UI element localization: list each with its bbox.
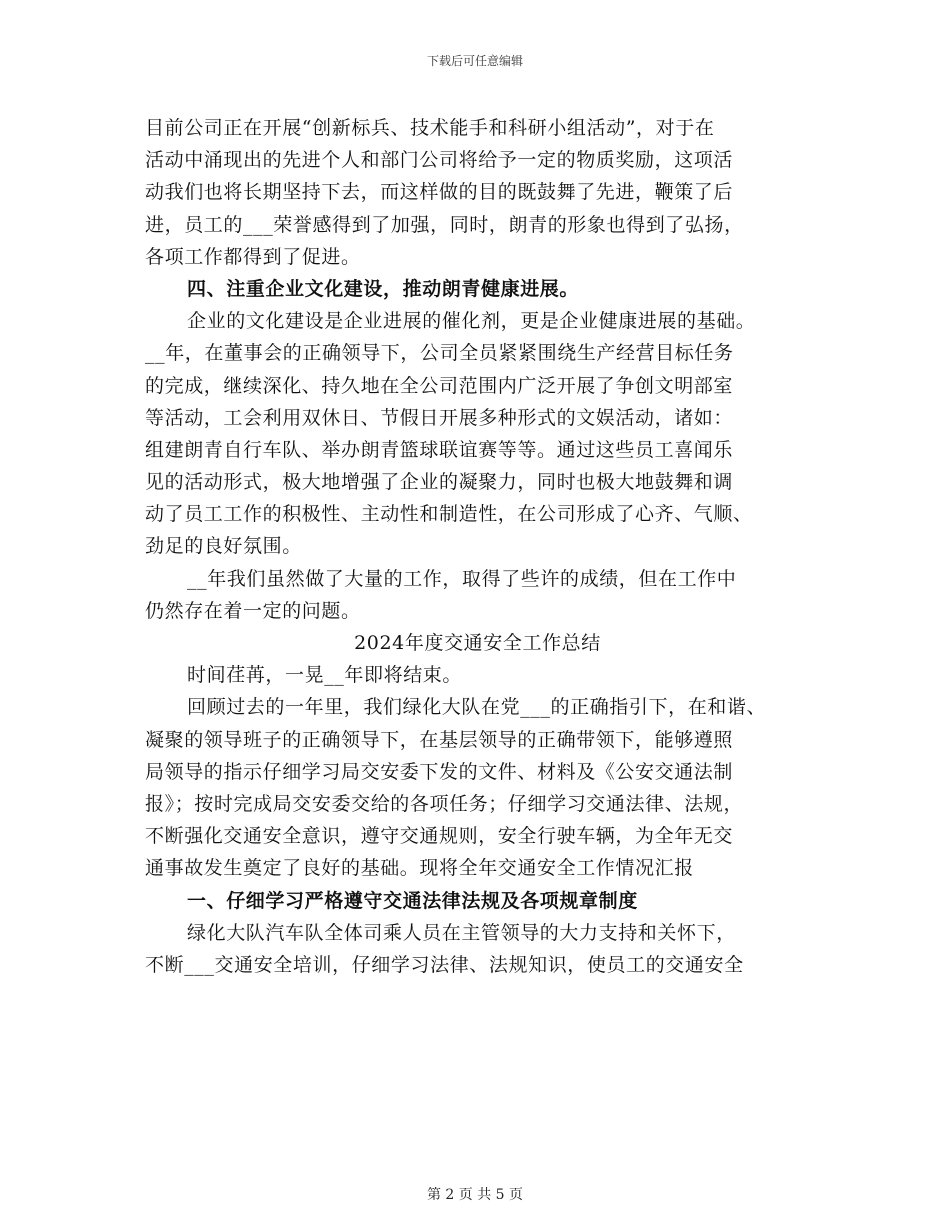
text-line: 四、注重企业文化建设，推动朗青健康进展。	[187, 277, 580, 300]
text-line: 目前公司正在开展“创新标兵、技术能手和科研小组活动”，对于在	[145, 117, 715, 139]
text-line: 企业的文化建设是企业进展的催化剂，更是企业健康进展的基础。	[187, 310, 756, 333]
text-line: 通事故发生奠定了良好的基础。现将全年交通安全工作情况汇报	[145, 857, 694, 880]
text-line: 一、仔细学习严格遵守交通法律法规及各项规章制度	[187, 889, 638, 912]
text-line: 活动中涌现出的先进个人和部门公司将给予一定的物质奖励，这项活	[145, 149, 734, 172]
text-line: 不断强化交通安全意识，遵守交通规则，安全行驶车辆，为全年无交	[145, 825, 734, 848]
page-footer: 第 2 页 共 5 页	[426, 1187, 524, 1203]
text-line: 进，员工的___荣誉感得到了加强，同时，朗青的形象也得到了弘扬，	[145, 213, 744, 236]
text-line: 局领导的指示仔细学习局交安委下发的文件、材料及《公安交通法制	[145, 760, 734, 783]
text-line: 报》；按时完成局交安委交给的各项任务；仔细学习交通法律、法规，	[145, 792, 744, 815]
text-line: 见的活动形式，极大地增强了企业的凝聚力，同时也极大地鼓舞和调	[145, 471, 734, 494]
document-body	[145, 112, 810, 981]
text-line: 2024年度交通安全工作总结	[354, 632, 601, 654]
text-line: 各项工作都得到了促进。	[145, 245, 361, 268]
text-line: 不断___交通安全培训，仔细学习法律、法规知识，使员工的交通安全	[145, 953, 744, 976]
text-line: 的完成，继续深化、持久地在全公司范围内广泛开展了争创文明部室	[145, 374, 734, 397]
text-line: 时间荏苒，一晃__年即将结束。	[187, 664, 463, 687]
text-line: 等活动，工会利用双休日、节假日开展多种形式的文娱活动，诸如：	[145, 406, 734, 429]
text-line: __年，在董事会的正确领导下，公司全员紧紧围绕生产经营目标任务	[145, 342, 734, 365]
text-line: 凝聚的领导班子的正确领导下，在基层领导的正确带领下，能够遵照	[145, 728, 734, 751]
page-header: 下载后可任意编辑	[426, 54, 523, 68]
text-line: 回顾过去的一年里，我们绿化大队在党___的正确指引下，在和谐、	[187, 696, 767, 719]
text-line: 动我们也将长期坚持下去，而这样做的目的既鼓舞了先进，鞭策了后	[145, 181, 734, 204]
text-line: __年我们虽然做了大量的工作，取得了些许的成绩，但在工作中	[187, 567, 737, 590]
text-line: 仍然存在着一定的问题。	[145, 599, 361, 622]
text-line: 动了员工工作的积极性、主动性和制造性，在公司形成了心齐、气顺、	[145, 503, 753, 526]
text-line: 绿化大队汽车队全体司乘人员在主管领导的大力支持和关怀下，	[187, 921, 736, 944]
text-line: 劲足的良好氛围。	[145, 535, 302, 558]
text-line: 组建朗青自行车队、举办朗青篮球联谊赛等等。通过这些员工喜闻乐	[145, 438, 734, 461]
